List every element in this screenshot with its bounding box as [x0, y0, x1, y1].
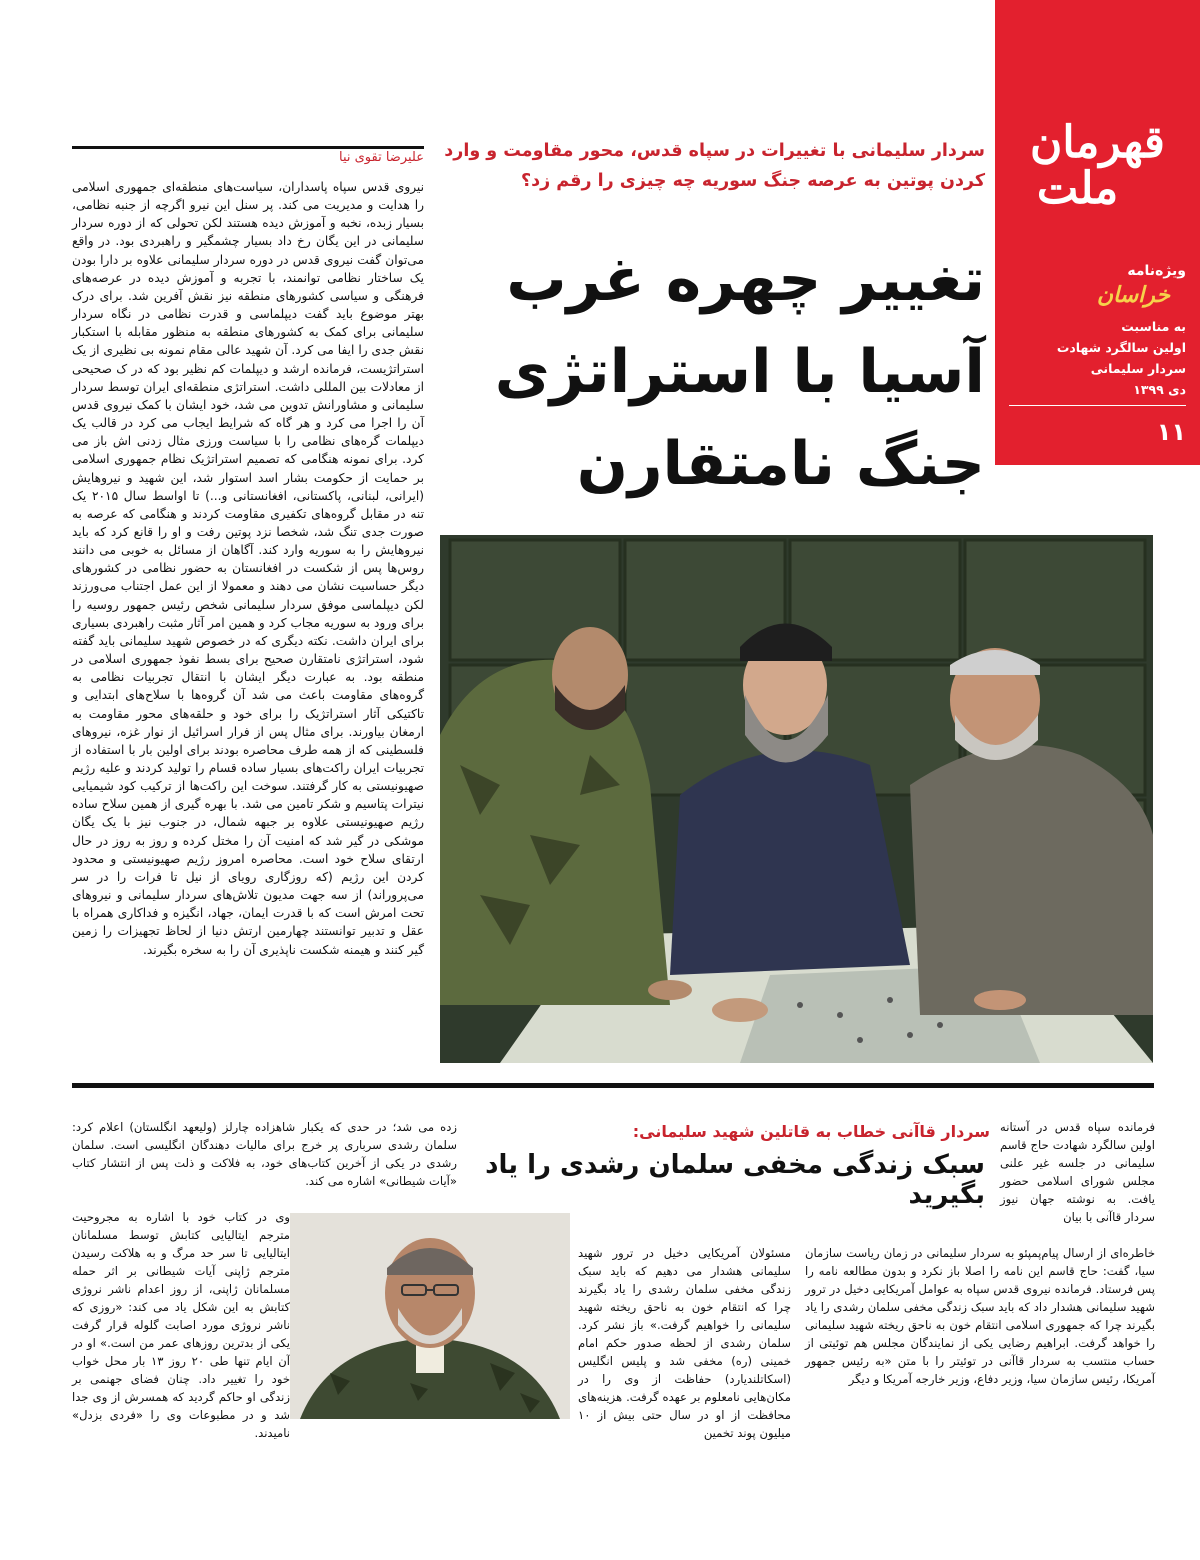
- portrait-photo: [290, 1213, 570, 1419]
- logo-line2: ملت: [1036, 163, 1119, 215]
- section-divider: [72, 1083, 1154, 1088]
- headline-kicker: سردار سلیمانی با تغییرات در سپاه قدس، محور مقاومت و وارد کردن پوتین به عرصه جنگ سوریه چه چیزی را رقم زد؟: [444, 141, 985, 191]
- article-column-1: فرمانده سپاه قدس در آستانه اولین سالگرد شهادت حاج قاسم سلیمانی در جلسه غیر علنی مجلس شورای اسلامی حضور یافت. به نوشته جهان نیوز سردار قاآنی با بیان: [1000, 1120, 1155, 1224]
- article-column-1-continued: خاطره‌ای از ارسال پیام‌پمپئو به سردار سلیمانی در زمان ریاست سازمان سیا، گفت: حاج قاسم این نامه را اصلا باز نکرد و بدون مطالعه نامه را پس فرستاد. فرمانده نیروی قدس سپاه به عوامل آمریکایی دخیل در ترور شهید سلیمانی هشدار داد که باید سبک زندگی مخفی سلمان رشدی را یاد بگیرند چرا که جمهوری اسلامی انتقام خون به ناحق ریخته شهید سلیمانی را خواهد گرفت. ابراهیم رضایی یکی از نمایندگان مجلس هم توئیتی از حساب منتسب به سردار قاآنی در توئیتر را با متن «به رئیس جمهور آمریکا، رئیس سازمان سیا، وزیر دفاع، وزیر خارجه آمریکا و دیگر: [805, 1246, 1155, 1386]
- occasion-line: اولین سالگرد شهادت: [1056, 340, 1186, 355]
- occasion-line: به مناسبت: [1121, 319, 1186, 334]
- article-column-2: مسئولان آمریکایی دخیل در ترور شهید سلیمانی هشدار می دهیم که باید سبک زندگی مخفی سلمان رشدی را یاد بگیرند چرا که انتقام خون به ناحق ریخته شهید سلیمانی را خواهیم گرفت.» باز نشر کرد. سلمان رشدی از لحظه صدور حکم امام خمینی (ره) مخفی شد و پلیس انگلیس (اسکاتلندیارد) حفاظت از وی را در مکان‌هایی نامعلوم بر عهده گرفت. هزینه‌های محافظت از او در سال حتی بیش از ۱۰ میلیون پوند تخمین: [578, 1246, 791, 1440]
- headline-line: تغییر چهره غرب: [506, 245, 985, 315]
- article-column-3-continued: وی در کتاب خود با اشاره به مجروحیت مترجم ایتالیایی کتابش توسط مسلمانان ایتالیایی تا سر حد مرگ و به هلاکت رسیدن مترجم ژاپنی آیات شیطانی بر اثر حمله مسلمانان ژاپنی، از روز اعدام ناشر نروژی کتابش به این شکل یاد می کند: «روزی که ناشر نروژی مورد اصابت گلوله قرار گرفت یکی از بدترین روزهای عمر من است.» او در آن ایام تنها طی ۲۰ روز ۱۳ بار محل خواب خود را تغییر داد. چنان فضای جهنمی بر زندگی او حاکم گردید که همسرش از وی جدا شد و در مطبوعات وی را «فردی بزدل» نامیدند.: [72, 1210, 290, 1440]
- masthead: [995, 0, 1200, 465]
- main-photo: [440, 535, 1153, 1063]
- bottom-kicker: سردار قاآنی خطاب به قاتلین شهید سلیمانی:: [632, 1122, 990, 1141]
- headline-line: آسیا با استراتژی: [494, 337, 985, 407]
- headline-line: جنگ نامتقارن: [576, 429, 985, 499]
- special-issue-label: ویژه‌نامه: [1127, 263, 1186, 279]
- masthead-divider: [1009, 405, 1186, 406]
- masthead-logo: [995, 117, 1200, 215]
- column-top-rule: [72, 146, 424, 149]
- special-issue-brand: خراسان: [1096, 282, 1170, 308]
- logo-line1: قهرمان: [1030, 117, 1165, 168]
- portrait-illustration: [290, 1213, 570, 1419]
- occasion-line: دی ۱۳۹۹: [1133, 382, 1186, 397]
- page-number: ۱۱: [1156, 418, 1186, 446]
- main-photo-illustration: [440, 535, 1153, 1063]
- main-headline: [440, 234, 985, 510]
- bottom-headline: سبک زندگی مخفی سلمان رشدی را یاد بگیرید: [485, 1150, 985, 1210]
- article-column-3: زده می شد؛ در حدی که یکبار شاهزاده چارلز (ولیعهد انگلستان) اعلام کرد: سلمان رشدی سرباری پر خرج برای مالیات دهندگان انگلیسی است. سلمان رشدی در یکی از آخرین کتاب‌های خود، به فلاکت و ذلت پس از انتشار کتاب «آیات شیطانی» اشاره می کند.: [72, 1120, 457, 1188]
- opinion-body: نیروی قدس سپاه پاسداران، سیاست‌های منطقه‌ای جمهوری اسلامی را هدایت و مدیریت می کند. پر سنل این نیرو اگرچه از جنبه نظامی، بسیار زبده، نخبه و آموزش دیده هستند لکن تحولی که از دوره سردار سلیمانی در این یگان رخ داد بسیار چشمگیر و راهبردی بود. در واقع می‌توان گفت نیروی قدس در دوره سردار سلیمانی علاوه بر دارا بودن یک ساختار نظامی توانمند، با تجربه و آموزش دیده در عرصه‌های فرهنگی و سیاسی کشورهای منطقه نیز نقش آفرین شد. برای درک بهتر موضوع باید گفت دیپلماسی و قدرت نظامی در نگاه سردار سلیمانی برای کمک به کشورهای منطقه به منظور مقابله با استکبار نقش جدی را ایفا می کرد. آن شهید عالی مقام نمونه بی نظیری از یک استراتژیست، فرمانده ارشد و دیپلمات کم نظیر بود که در ک صحیحی از معادلات بین المللی داشت. استراتژی منطقه‌ای ایران توسط سردار سلیمانی و مشاورانش تدوین می شد، خود ایشان با کمک نیروی قدس آن را اجرا می کرد و هر گاه که شرایط ایجاب می کرد در قالب یک دیپلمات گره‌های نظامی را با سیاست ورزی مثال زدنی اش باز می کرد. برای نمونه هنگامی که تصمیم استراتژیک نظام جمهوری اسلامی بر حمایت از حکومت بشار اسد استوار شد، این شهید و نیروهایش (ایرانی، لبنانی، پاکستانی، افغانستانی و...) تا اواسط سال ۲۰۱۵ یک تنه در مقابل گروه‌های تکفیری مقاومت کردند و هنگامی که عرصه به صورت جدی تنگ شد، شخصا نزد پوتین رفت و او را قانع کرد که باید نیروهایش را به سوریه وارد کند. آگاهان از مسائل به خوبی می دانند روس‌ها پس از شکست در افغانستان به حضور نظامی در کشورهای دیگر حساسیت نشان می دهند و معمولا از این عمل اجتناب می‌ورزند لکن دیپلماسی موفق سردار سلیمانی شخص رئیس جمهور روسیه را برای ورود به سوریه مجاب کرد و همین امر آثار مثبت راهبردی بسیاری برای ایران داشت. نکته دیگری که در خصوص شهید سلیمانی باید گفته شود، استراتژی نامتقارن صحیح برای بسط نفوذ جمهوری اسلامی در منطقه بود. به عبارت دیگر ایشان با انتقال تجربیات نظامی به گروه‌های مقاومت باعث می شد آن گروه‌ها با سلاح‌های ابتدایی و تاکتیکی آثار استراتژیک را برای خود و حلقه‌های محور مقاومت به ارمغان بیاورند. برای مثال پس از فرار اسرائیل از نوار غزه، نیروهای فلسطینی که از همه طرف محاصره بودند برای اولین بار با استفاده از تجربیات ایران راکت‌های بسیار ساده قسام را تولید کردند و علیه رژیم صهیونیستی به کار گرفتند. سوخت این راکت‌ها از ترکیب کود شیمیایی نیترات پتاسیم و شکر تامین می شد. با بهره گیری از همین سلاح ساده رژیم صهیونیستی علاوه بر جبهه شمال، در جنوب نیز با یک یگان موشکی در گیر شد که امنیت آن را مختل کرده و روز به روز در حال ارتقای سلاح خود است. محاصره امروز رژیم صهیونیستی و محدود کردن این رژیم (که روزگاری رویای از نیل تا فرات را در سر می‌پروراند) از سه جهت مدیون تلاش‌های سردار سلیمانی و نیروهای تحت امرش است که با قدرت ایمان، جهاد، انگیزه و فداکاری همراه با عقل و تدبیر توانستند چهارمین ارتش دنیا از لحاظ تجهیزات را زمین گیر کنند و هیمنه شکست ناپذیری آن را به سخره بگیرند.: [72, 180, 424, 957]
- occasion-text: [1057, 316, 1186, 400]
- occasion-line: سردار سلیمانی: [1090, 361, 1186, 376]
- author-byline: علیرضا تقوی نیا: [338, 150, 424, 165]
